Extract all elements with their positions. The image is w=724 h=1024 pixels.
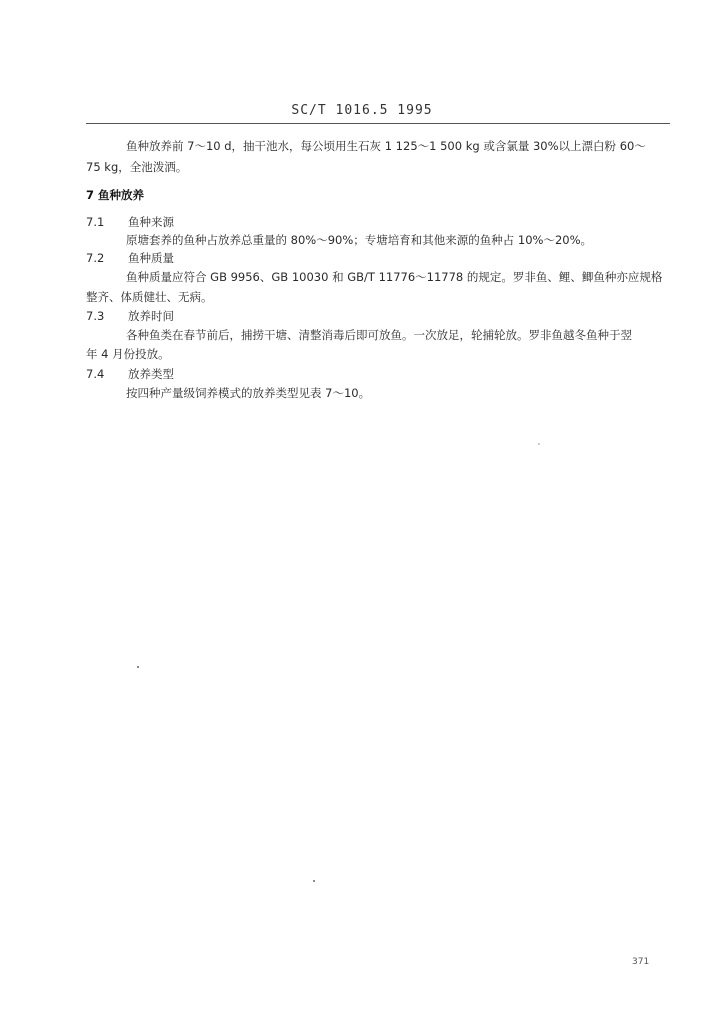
subsection-heading bbox=[86, 251, 174, 265]
scan-speck bbox=[137, 666, 139, 668]
subsection-heading bbox=[86, 309, 174, 323]
para-line: 各种鱼类在春节前后，捕捞干塘、清整消毒后即可放鱼。一次放足，轮捕轮放。罗非鱼越冬鱼种于翌 bbox=[126, 328, 632, 342]
para-line: 原塘套养的鱼种占放养总重量的 80%～90%；专塘培育和其他来源的鱼种占 10%～20%。 bbox=[126, 233, 593, 247]
para-line: 整齐、体质健壮、无病。 bbox=[86, 290, 213, 304]
subsection-number: 7.4 bbox=[86, 367, 105, 381]
subsection-heading bbox=[86, 215, 174, 229]
para-line: 75 kg，全池泼洒。 bbox=[86, 160, 188, 174]
subsection-title: 鱼种质量 bbox=[128, 251, 174, 265]
subsection-number: 7.2 bbox=[86, 251, 105, 265]
header-rule bbox=[86, 123, 670, 124]
subsection-number: 7.1 bbox=[86, 215, 105, 229]
para-line: 按四种产量级饲养模式的放养类型见表 7～10。 bbox=[126, 386, 371, 400]
para-line: 鱼种放养前 7～10 d，抽干池水，每公顷用生石灰 1 125～1 500 kg 或含氯量 30%以上漂白粉 60～ bbox=[126, 139, 646, 153]
subsection-title: 放养类型 bbox=[128, 367, 174, 381]
scan-speck bbox=[313, 880, 315, 882]
subsection-title: 放养时间 bbox=[128, 309, 174, 323]
subsection-title: 鱼种来源 bbox=[128, 215, 174, 229]
subsection-heading bbox=[86, 367, 174, 381]
scan-speck bbox=[538, 443, 540, 445]
para-line: 年 4 月份投放。 bbox=[86, 347, 170, 361]
subsection-number: 7.3 bbox=[86, 309, 105, 323]
page-number: 371 bbox=[632, 957, 650, 967]
section-heading: 7 鱼种放养 bbox=[86, 188, 145, 202]
para-line: 鱼种质量应符合 GB 9956、GB 10030 和 GB/T 11776～11778 的规定。罗非鱼、鲤、鲫鱼种亦应规格 bbox=[126, 270, 663, 284]
running-header: SC/T 1016.5 1995 bbox=[291, 103, 433, 118]
